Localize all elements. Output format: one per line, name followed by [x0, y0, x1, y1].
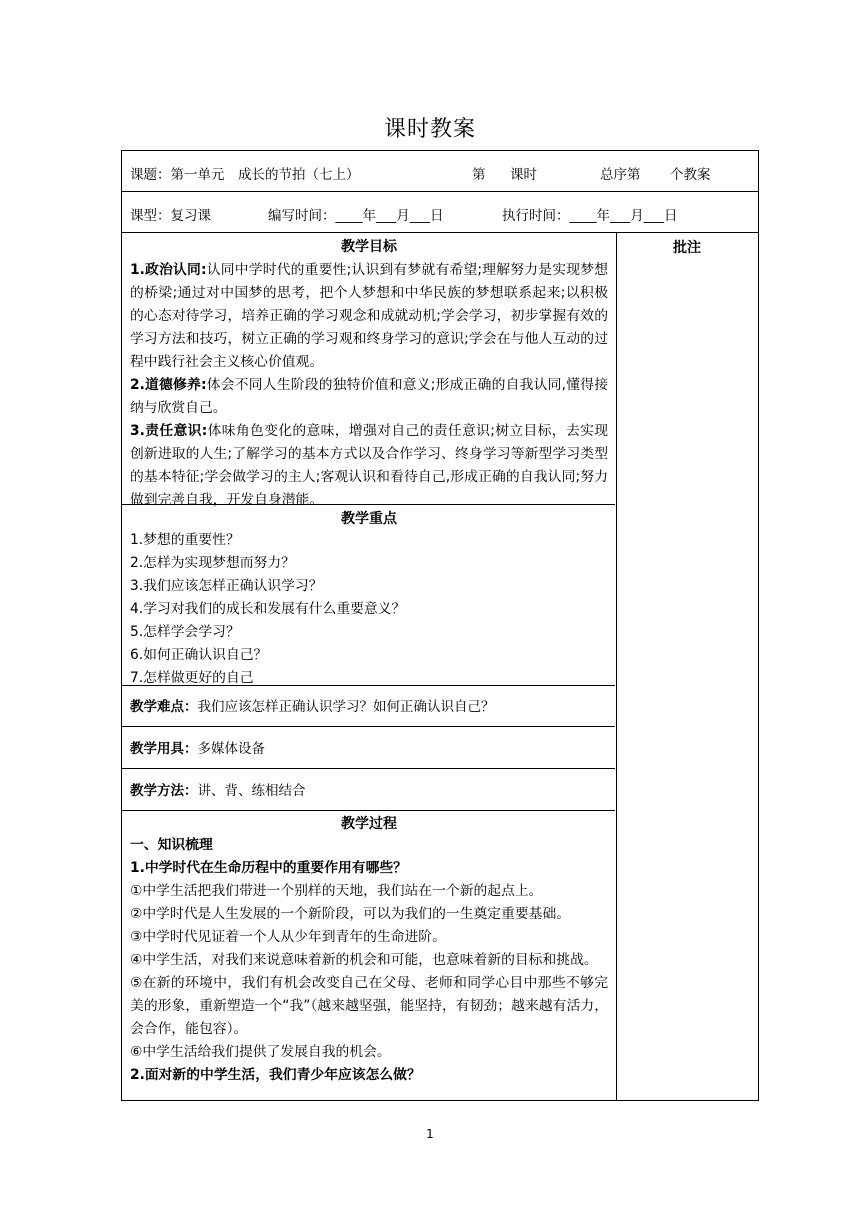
- notes-heading: 批注: [673, 240, 701, 256]
- key-points-heading: 教学重点: [341, 511, 397, 527]
- key-point: 6.如何正确认识自己？: [130, 647, 268, 663]
- exec-time: 执行时间：____年___月___日: [502, 208, 678, 224]
- objective-item: [130, 374, 608, 420]
- divider: [122, 191, 758, 192]
- process-item: ⑤在新的环境中，我们有机会改变自己在父母、老师和同学心目中那些不够完美的形象，重新塑造一个“我”（越来越坚强，能坚持，有韧劲；越来越有活力，会合作，能包容）。: [130, 975, 608, 1037]
- key-point: 4.学习对我们的成长和发展有什么重要意义？: [130, 601, 406, 617]
- methods-text: 讲、背、练相结合: [197, 783, 306, 799]
- order-suffix: 个教案: [670, 167, 711, 183]
- key-point: 2.怎样为实现梦想而努力？: [130, 555, 295, 571]
- tools-label: 教学用具：: [130, 741, 198, 757]
- difficulties-row: [130, 695, 495, 715]
- process-item: ③中学时代见证着一个人从少年到青年的生命进阶。: [130, 929, 446, 945]
- methods-label: 教学方法：: [130, 783, 198, 799]
- process-item: ②中学时代是人生发展的一个新阶段，可以为我们的一生奠定重要基础。: [130, 906, 571, 922]
- lesson-plan-table: [121, 150, 759, 1101]
- page-title: 课时教案: [383, 117, 476, 142]
- key-points-list: [130, 529, 608, 690]
- divider: [122, 685, 615, 686]
- process-item: ⑥中学生活给我们提供了发展自我的机会。: [130, 1044, 391, 1060]
- process-question: 1.中学时代在生命历程中的重要作用有哪些？: [130, 860, 407, 876]
- lesson-type: 课型：复习课: [130, 208, 211, 224]
- key-point: 3.我们应该怎样正确认识学习？: [130, 578, 323, 594]
- process-item: ④中学生活，对我们来说意味着新的机会和可能，也意味着新的目标和挑战。: [130, 952, 598, 968]
- process-body: [130, 834, 608, 1087]
- key-point: 1.梦想的重要性？: [130, 532, 240, 548]
- objective-item: [130, 259, 608, 374]
- tools-row: [130, 737, 265, 757]
- difficulties-text: 我们应该怎样正确认识学习？如何正确认识自己？: [197, 699, 495, 715]
- objective-item: [130, 420, 608, 512]
- divider: [122, 726, 615, 727]
- objective-text: 体会不同人生阶段的独特价值和意义;形成正确的自我认同,懂得接纳与欣赏自己。: [130, 377, 608, 416]
- objective-lead: 1.政治认同:: [130, 262, 207, 278]
- tools-text: 多媒体设备: [197, 741, 265, 757]
- process-item: ①中学生活把我们带进一个别样的天地，我们站在一个新的起点上。: [130, 883, 543, 899]
- key-point: 7.怎样做更好的自己: [130, 670, 254, 686]
- process-section: 一、知识梳理: [130, 837, 213, 853]
- divider: [122, 810, 615, 811]
- column-divider: [616, 233, 617, 1100]
- period-suffix: 课时: [510, 167, 537, 183]
- objectives-body: [130, 259, 608, 512]
- difficulties-label: 教学难点：: [130, 699, 198, 715]
- objectives-heading: 教学目标: [341, 239, 397, 255]
- divider: [122, 768, 615, 769]
- key-point: 5.怎样学会学习？: [130, 624, 240, 640]
- page-number: 1: [426, 1127, 434, 1141]
- methods-row: [130, 779, 306, 799]
- order-prefix: 总序第: [600, 167, 641, 183]
- period-prefix: 第: [472, 167, 486, 183]
- objective-text: 体味角色变化的意味，增强对自己的责任意识;树立目标，去实现创新进取的人生;了解学习的基本方式以及合作学习、终身学习等新型学习类型的基本特征;学会做学习的主人;客观认识和看待自己,形成正确的自我认同;努力做到完善自我，开发自身潜能。: [130, 423, 609, 508]
- objective-lead: 2.道德修养:: [130, 377, 207, 393]
- divider: [122, 504, 615, 505]
- process-heading: 教学过程: [341, 816, 397, 832]
- objective-text: 认同中学时代的重要性;认识到有梦就有希望;理解努力是实现梦想的桥梁;通过对中国梦的思考，把个人梦想和中华民族的梦想联系起来;以积极的心态对待学习，培养正确的学习观念和成就动机;学会学习，初步掌握有效的学习方法和技巧，树立正确的学习观和终身学习的意识;学会在与他人互动的过程中践行社会主义核心价值观。: [130, 262, 609, 370]
- divider: [122, 232, 758, 233]
- objective-lead: 3.责任意识:: [130, 423, 208, 439]
- topic-label: 课题：第一单元 成长的节拍（七上）: [130, 167, 360, 183]
- written-time: 编写时间：____年___月___日: [268, 208, 444, 224]
- process-question: 2.面对新的中学生活，我们青少年应该怎么做？: [130, 1067, 421, 1083]
